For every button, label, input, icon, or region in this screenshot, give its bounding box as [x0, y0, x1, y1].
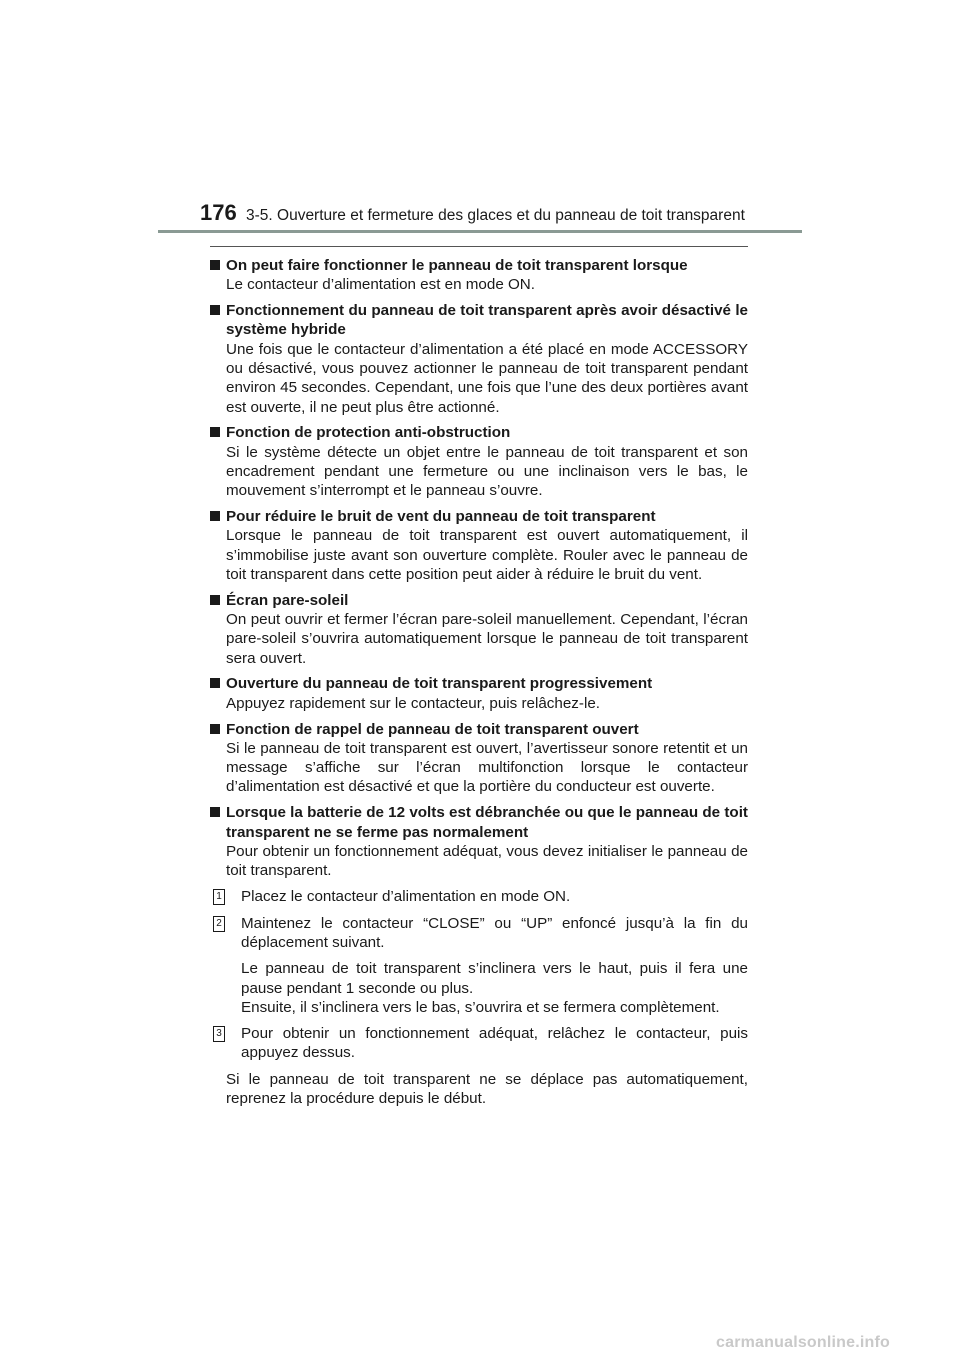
section [210, 674, 748, 713]
header-subrule [210, 246, 748, 247]
chapter-title: 3-5. Ouverture et fermeture des glaces et du panneau de toit transparent [246, 207, 745, 224]
step-number-box: 1 [213, 889, 225, 905]
section-text: Une fois que le contacteur d’alimentation a été placé en mode ACCESSORY ou désactivé, vous pouvez actionner le panneau de toit transparent pendant environ 45 secondes. Cependant, une fois que l’une des deux portières avant est ouverte, il ne peut plus être actionné. [226, 340, 748, 416]
section-text: Pour obtenir un fonctionnement adéquat, vous devez initialiser le panneau de toit transparent. [226, 842, 748, 880]
page-number: 176 [200, 200, 237, 225]
section-text: Si le système détecte un objet entre le panneau de toit transparent et son encadrement pendant une fermeture ou une inclinaison vers le bas, le mouvement s’interrompt et le panneau s’ouvre. [226, 443, 748, 500]
footer-watermark: carmanualsonline.info [716, 1334, 891, 1351]
square-bullet-icon [210, 678, 220, 688]
step-detail-line: Le panneau de toit transparent s’inclinera vers le haut, puis il fera une pause pendant 1 seconde ou plus. [241, 960, 748, 997]
section [210, 301, 748, 417]
step-text: Maintenez le contacteur “CLOSE” ou “UP” enfoncé jusqu’à la fin du déplacement suivant. [241, 914, 748, 951]
section [210, 720, 748, 797]
section-title: On peut faire fonctionner le panneau de toit transparent lorsque [210, 256, 748, 275]
step-detail-line: Ensuite, il s’inclinera vers le bas, s’ouvrira et se fermera complètement. [241, 998, 720, 1016]
square-bullet-icon [210, 427, 220, 437]
section-text: Le contacteur d’alimentation est en mode ON. [226, 276, 535, 294]
header-rule [158, 230, 802, 233]
section-initialization [210, 803, 748, 1108]
step-text: Pour obtenir un fonctionnement adéquat, relâchez le contacteur, puis appuyez dessus. [241, 1025, 748, 1062]
section-title: Pour réduire le bruit de vent du panneau de toit transparent [210, 507, 748, 526]
section-text: Appuyez rapidement sur le contacteur, puis relâchez-le. [226, 694, 600, 712]
step-1 [210, 887, 748, 906]
square-bullet-icon [210, 260, 220, 270]
step-2-detail [210, 959, 748, 1017]
square-bullet-icon [210, 807, 220, 817]
step-number-box: 3 [213, 1026, 225, 1042]
section-text: Lorsque le panneau de toit transparent est ouvert automatiquement, il s’immobilise juste avant son ouverture complète. Rouler avec le panneau de toit transparent dans cette position peut aider à réduire le bruit du vent. [226, 527, 748, 583]
section [210, 256, 748, 295]
section-title: Ouverture du panneau de toit transparent progressivement [210, 674, 748, 693]
step-3 [210, 1024, 748, 1063]
closing-text: Si le panneau de toit transparent ne se déplace pas automatiquement, reprenez la procédure depuis le début. [226, 1070, 748, 1108]
square-bullet-icon [210, 595, 220, 605]
content [210, 256, 748, 1124]
section-title: Fonction de protection anti-obstruction [210, 423, 748, 442]
step-2 [210, 914, 748, 953]
section-title: Fonctionnement du panneau de toit transparent après avoir désactivé le système hybride [210, 301, 748, 340]
section-title: Fonction de rappel de panneau de toit transparent ouvert [210, 720, 748, 739]
section [210, 507, 748, 584]
section-title: Écran pare-soleil [210, 591, 748, 610]
square-bullet-icon [210, 511, 220, 521]
section [210, 591, 748, 668]
section [210, 423, 748, 500]
step-number-box: 2 [213, 916, 225, 932]
square-bullet-icon [210, 724, 220, 734]
step-text: Placez le contacteur d’alimentation en mode ON. [241, 888, 571, 906]
square-bullet-icon [210, 305, 220, 315]
section-title: Lorsque la batterie de 12 volts est débranchée ou que le panneau de toit transparent ne se ferme pas normalement [210, 803, 748, 842]
section-text: Si le panneau de toit transparent est ouvert, l’avertisseur sonore retentit et un message s’affiche sur l’écran multifonction lorsque le contacteur d’alimentation est désactivé et que la portière du conducteur est ouverte. [226, 739, 748, 796]
section-text: On peut ouvrir et fermer l’écran pare-soleil manuellement. Cependant, l’écran pare-soleil s’ouvrira automatiquement lorsque le panneau de toit transparent sera ouvert. [226, 611, 748, 667]
